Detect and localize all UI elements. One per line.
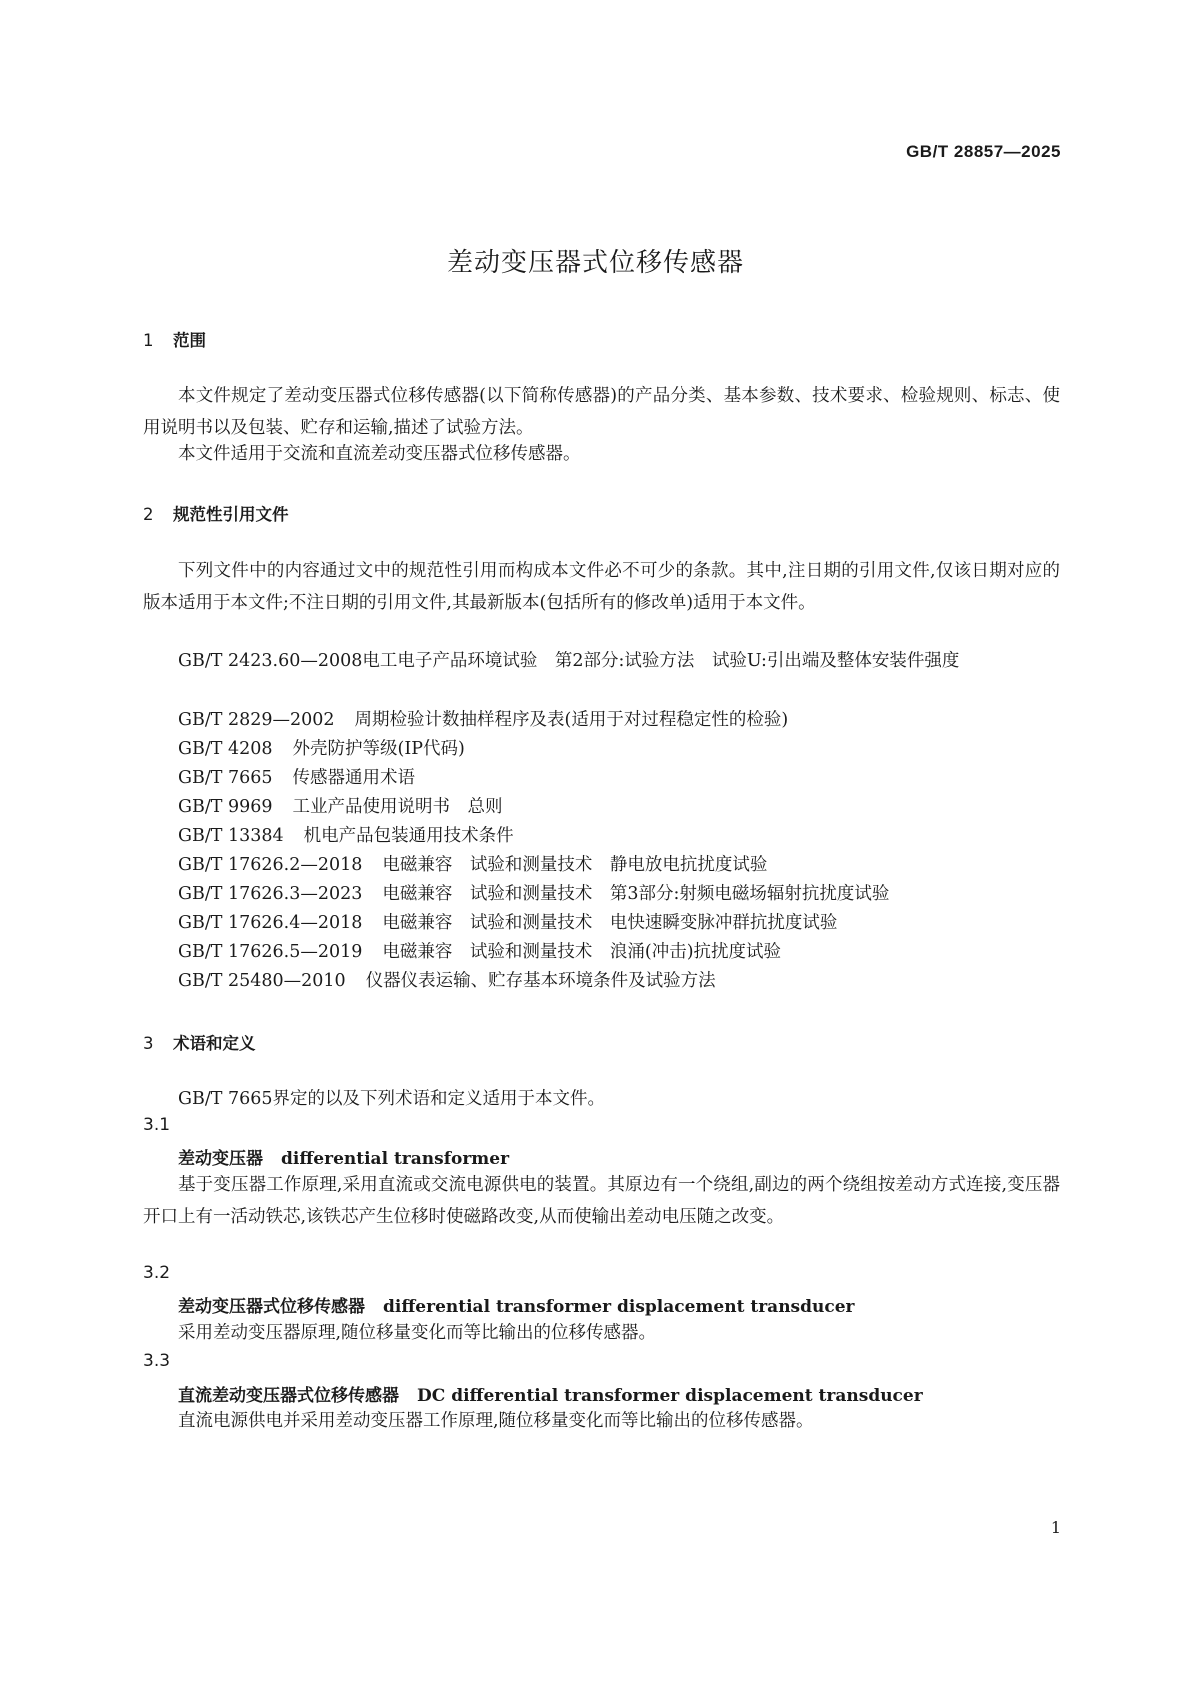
document-title: 差动变压器式位移传感器 bbox=[446, 248, 744, 278]
section-3-heading bbox=[143, 1030, 256, 1054]
section-1-paragraph-1: 本文件规定了差动变压器式位移传感器(以下简称传感器)的产品分类、基本参数、技术要求、检验规则、标志、使用说明书以及包装、贮存和运输,描述了试验方法。 bbox=[143, 386, 1060, 438]
reference-item bbox=[143, 645, 1060, 677]
term-heading bbox=[178, 1144, 509, 1169]
section-title: 范围 bbox=[173, 331, 206, 350]
reference-item bbox=[178, 822, 514, 847]
term-heading bbox=[178, 1292, 855, 1317]
reference-title: 电工电子产品环境试验 第2部分:试验方法 试验U:引出端及整体安装件强度 bbox=[362, 651, 960, 671]
term-en: differential transformer displacement transducer bbox=[383, 1297, 855, 1317]
reference-title: 传感器通用术语 bbox=[292, 768, 416, 788]
term-number: 3.1 bbox=[143, 1115, 171, 1135]
reference-code: GB/T 17626.5—2019 bbox=[178, 942, 363, 962]
standard-code: GB/T 28857—2025 bbox=[906, 142, 1061, 161]
section-2-heading bbox=[143, 501, 289, 525]
term-definition: 采用差动变压器原理,随位移量变化而等比输出的位移传感器。 bbox=[178, 1323, 657, 1343]
reference-item bbox=[178, 735, 465, 760]
section-2-intro: 下列文件中的内容通过文中的规范性引用而构成本文件必不可少的条款。其中,注日期的引用文件,仅该日期对应的版本适用于本文件;不注日期的引用文件,其最新版本(包括所有的修改单)适用于本文件。 bbox=[143, 561, 1060, 613]
section-1-heading bbox=[143, 327, 206, 351]
section-number: 3 bbox=[143, 1034, 154, 1053]
reference-title: 电磁兼容 试验和测量技术 第3部分:射频电磁场辐射抗扰度试验 bbox=[382, 884, 890, 904]
reference-code: GB/T 7665 bbox=[178, 768, 273, 788]
section-number: 2 bbox=[143, 505, 154, 524]
reference-item bbox=[178, 764, 415, 789]
reference-title: 机电产品包装通用技术条件 bbox=[303, 826, 514, 846]
reference-code: GB/T 2829—2002 bbox=[178, 710, 335, 730]
term-en: differential transformer bbox=[281, 1149, 510, 1169]
reference-item bbox=[178, 851, 767, 876]
section-number: 1 bbox=[143, 331, 154, 350]
term-zh: 直流差动变压器式位移传感器 bbox=[178, 1386, 399, 1406]
section-3-intro: GB/T 7665界定的以及下列术语和定义适用于本文件。 bbox=[178, 1089, 606, 1109]
reference-item bbox=[178, 909, 837, 934]
reference-title: 工业产品使用说明书 总则 bbox=[292, 797, 503, 817]
page-number: 1 bbox=[1050, 1518, 1061, 1537]
section-1-paragraph-2: 本文件适用于交流和直流差动变压器式位移传感器。 bbox=[178, 444, 581, 464]
reference-code: GB/T 17626.4—2018 bbox=[178, 913, 363, 933]
reference-code: GB/T 17626.2—2018 bbox=[178, 855, 363, 875]
section-title: 规范性引用文件 bbox=[173, 505, 289, 524]
term-heading bbox=[178, 1381, 923, 1406]
reference-code: GB/T 13384 bbox=[178, 826, 284, 846]
term-zh: 差动变压器 bbox=[178, 1149, 263, 1169]
reference-item bbox=[178, 938, 781, 963]
reference-title: 电磁兼容 试验和测量技术 电快速瞬变脉冲群抗扰度试验 bbox=[382, 913, 838, 933]
reference-code: GB/T 4208 bbox=[178, 739, 273, 759]
term-zh: 差动变压器式位移传感器 bbox=[178, 1297, 365, 1317]
term-definition: 基于变压器工作原理,采用直流或交流电源供电的装置。其原边有一个绕组,副边的两个绕组按差动方式连接,变压器开口上有一活动铁芯,该铁芯产生位移时使磁路改变,从而使输出差动电压随之改变。 bbox=[143, 1175, 1060, 1227]
reference-code: GB/T 2423.60—2008 bbox=[178, 651, 363, 671]
reference-code: GB/T 17626.3—2023 bbox=[178, 884, 363, 904]
reference-item bbox=[178, 793, 503, 818]
reference-item bbox=[178, 880, 889, 905]
reference-code: GB/T 9969 bbox=[178, 797, 273, 817]
reference-code: GB/T 25480—2010 bbox=[178, 971, 346, 991]
reference-title: 仪器仪表运输、贮存基本环境条件及试验方法 bbox=[365, 971, 716, 991]
reference-title: 周期检验计数抽样程序及表(适用于对过程稳定性的检验) bbox=[354, 710, 789, 730]
reference-title: 电磁兼容 试验和测量技术 浪涌(冲击)抗扰度试验 bbox=[382, 942, 782, 962]
term-number: 3.3 bbox=[143, 1351, 171, 1371]
reference-title: 外壳防护等级(IP代码) bbox=[292, 739, 465, 759]
reference-item bbox=[178, 706, 788, 731]
section-title: 术语和定义 bbox=[173, 1034, 256, 1053]
reference-item bbox=[178, 967, 716, 992]
term-number: 3.2 bbox=[143, 1263, 171, 1283]
term-en: DC differential transformer displacement transducer bbox=[417, 1386, 923, 1406]
reference-title: 电磁兼容 试验和测量技术 静电放电抗扰度试验 bbox=[382, 855, 768, 875]
term-definition: 直流电源供电并采用差动变压器工作原理,随位移量变化而等比输出的位移传感器。 bbox=[178, 1411, 814, 1431]
